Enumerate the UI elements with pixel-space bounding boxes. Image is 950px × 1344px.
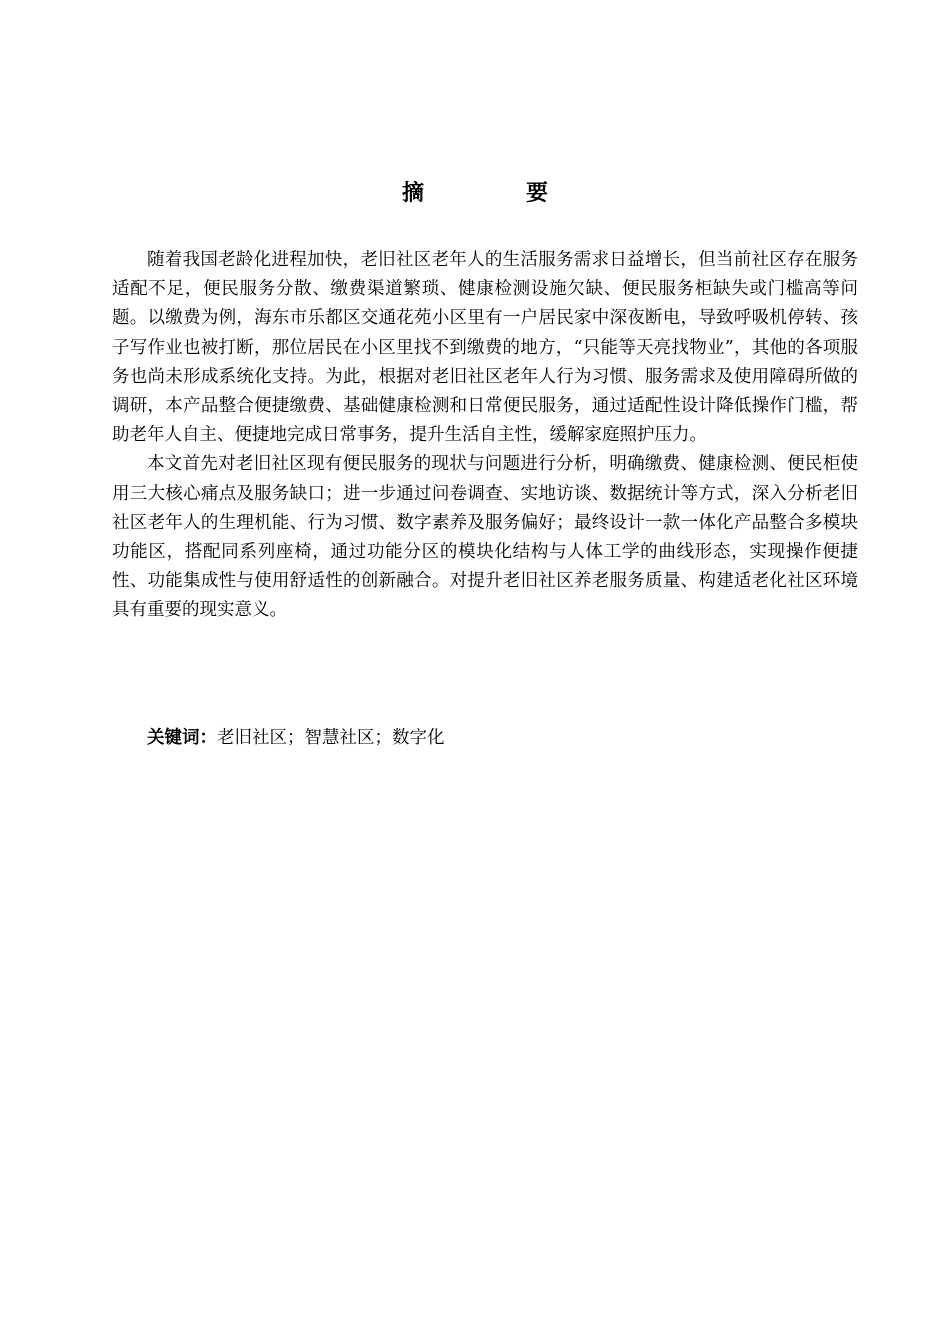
abstract-paragraph-1: 随着我国老龄化进程加快，老旧社区老年人的生活服务需求日益增长，但当前社区存在服务适配不足，便民服务分散、缴费渠道繁琐、健康检测设施欠缺、便民服务柜缺失或门槛高等问题。以缴费为例，海东市乐都区交通花苑小区里有一户居民家中深夜断电，导致呼吸机停转、孩子写作业也被打断，那位居民在小区里找不到缴费的地方，“只能等天亮找物业”，其他的各项服务也尚未形成系统化支持。为此，根据对老旧社区老年人行为习惯、服务需求及使用障碍所做的调研，本产品整合便捷缴费、基础健康检测和日常便民服务，通过适配性设计降低操作门槛，帮助老年人自主、便捷地完成日常事务，提升生活自主性，缓解家庭照护压力。 — [112, 250, 858, 446]
abstract-title: 摘 要 — [401, 181, 588, 206]
keywords-label: 关键词： — [147, 728, 217, 748]
keywords-value: 老旧社区；智慧社区；数字化 — [217, 728, 445, 748]
keywords-line — [112, 724, 858, 753]
abstract-body — [112, 246, 858, 626]
abstract-paragraph-2: 本文首先对老旧社区现有便民服务的现状与问题进行分析，明确缴费、健康检测、便民柜使用三大核心痛点及服务缺口；进一步通过问卷调查、实地访谈、数据统计等方式，深入分析老旧社区老年人的生理机能、行为习惯、数字素养及服务偏好；最终设计一款一体化产品整合多模块功能区，搭配同系列座椅，通过功能分区的模块化结构与人体工学的曲线形态，实现操作便捷性、功能集成性与使用舒适性的创新融合。对提升老旧社区养老服务质量、构建适老化社区环境具有重要的现实意义。 — [112, 454, 858, 621]
